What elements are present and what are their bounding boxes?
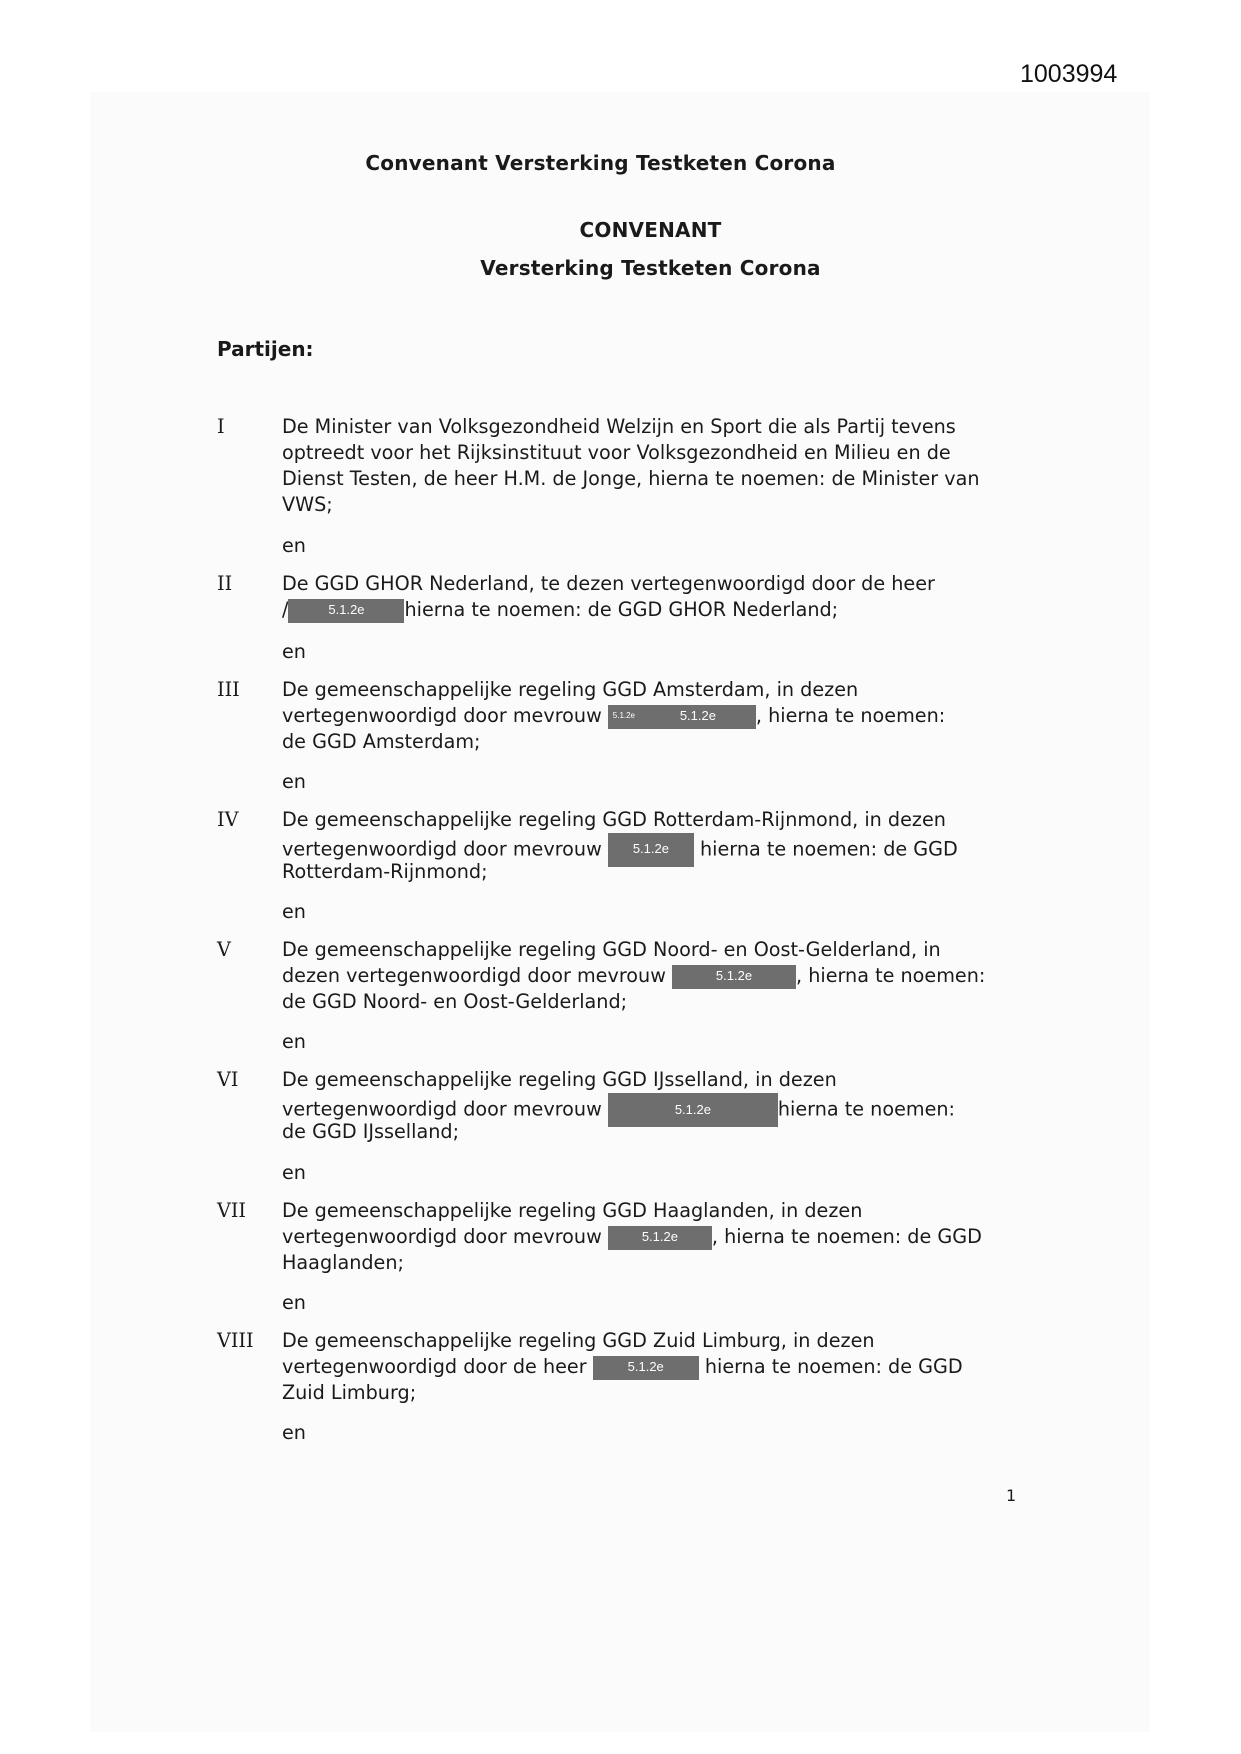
separator-en: en (282, 640, 306, 663)
party-text: , hierna te noemen: (755, 704, 946, 727)
party-text-line: De gemeenschappelijke regeling GGD Noord- en Oost-Gelderland, in (282, 938, 941, 961)
parties-heading: Partijen: (217, 337, 314, 361)
party-text: hierna te noemen: de GGD GHOR Nederland; (404, 598, 839, 621)
party-text-line: De gemeenschappelijke regeling GGD Amsterdam, in dezen (282, 678, 859, 701)
separator-en: en (282, 1291, 306, 1314)
redaction-box: 5.1.2e (608, 1226, 712, 1250)
party-text: vertegenwoordigd door de heer (282, 1355, 587, 1378)
party-text-line: De GGD GHOR Nederland, te dezen vertegenwoordigd door de heer (282, 572, 935, 595)
party-text-line: De gemeenschappelijke regeling GGD Zuid Limburg, in dezen (282, 1329, 875, 1352)
party-text-line (282, 833, 1042, 859)
convenant-subheading: Versterking Testketen Corona (480, 256, 821, 280)
party-text-line: Zuid Limburg; (282, 1381, 417, 1404)
party-text: dezen vertegenwoordigd door mevrouw (282, 964, 666, 987)
party-text-line: Haaglanden; (282, 1251, 404, 1274)
separator-en: en (282, 900, 306, 923)
convenant-heading: CONVENANT (579, 218, 722, 242)
party-number: I (217, 415, 225, 438)
party-number: VI (217, 1068, 239, 1091)
party-text: , hierna te noemen: de GGD (711, 1225, 982, 1248)
party-text: hierna te noemen: de GGD (700, 837, 958, 861)
page-number: 1 (1006, 1486, 1017, 1505)
separator-en: en (282, 1421, 306, 1444)
party-number: II (217, 572, 233, 595)
separator-en: en (282, 770, 306, 793)
party-text: vertegenwoordigd door mevrouw (282, 1225, 602, 1248)
redaction-box: 5.1.2e (672, 965, 796, 989)
party-text-line: de GGD Noord- en Oost-Gelderland; (282, 990, 628, 1013)
party-number: V (217, 938, 231, 961)
separator-en: en (282, 534, 306, 557)
party-text: hierna te noemen: (777, 1097, 956, 1121)
party-text-line (282, 703, 1042, 729)
redaction-box: 5.1.2e (608, 705, 640, 729)
party-text-line: De gemeenschappelijke regeling GGD Haaglanden, in dezen (282, 1199, 863, 1222)
separator-en: en (282, 1161, 306, 1184)
party-text-line: Rotterdam-Rijnmond; (282, 860, 488, 883)
redaction-box: 5.1.2e (593, 1356, 699, 1380)
party-text-line: de GGD IJsselland; (282, 1120, 460, 1143)
party-text-line (282, 1093, 1042, 1119)
party-text: hierna te noemen: de GGD (704, 1355, 963, 1378)
party-text: vertegenwoordigd door mevrouw (282, 704, 602, 727)
redaction-box: 5.1.2e (640, 705, 756, 729)
party-text-line: optreedt voor het Rijksinstituut voor Volksgezondheid en Milieu en de (282, 441, 951, 464)
party-text: vertegenwoordigd door mevrouw (282, 1097, 602, 1121)
party-text-line (282, 1224, 1042, 1250)
separator-en: en (282, 1030, 306, 1053)
party-text-line: VWS; (282, 493, 333, 516)
party-text: , hierna te noemen: (796, 964, 986, 987)
party-text-line (282, 963, 1042, 989)
party-number: IV (217, 808, 239, 831)
party-number: VII (217, 1199, 247, 1222)
party-text-line: De Minister van Volksgezondheid Welzijn en Sport die als Partij tevens (282, 415, 956, 438)
party-text-line (282, 597, 1042, 623)
redaction-box: 5.1.2e (608, 833, 694, 867)
party-text-line (282, 1354, 1042, 1380)
party-text-line: de GGD Amsterdam; (282, 730, 481, 753)
party-number: III (217, 678, 240, 701)
document-title: Convenant Versterking Testketen Corona (365, 151, 836, 175)
redaction-box: 5.1.2e (288, 599, 404, 623)
document-id: 1003994 (1020, 60, 1118, 88)
party-text: / (282, 598, 289, 621)
party-text: vertegenwoordigd door mevrouw (282, 837, 602, 861)
party-number: VIII (217, 1329, 254, 1352)
party-text-line: De gemeenschappelijke regeling GGD IJsselland, in dezen (282, 1068, 837, 1091)
redaction-box: 5.1.2e (608, 1093, 778, 1127)
party-text-line: De gemeenschappelijke regeling GGD Rotterdam-Rijnmond, in dezen (282, 808, 946, 831)
party-text-line: Dienst Testen, de heer H.M. de Jonge, hierna te noemen: de Minister van (282, 467, 980, 490)
